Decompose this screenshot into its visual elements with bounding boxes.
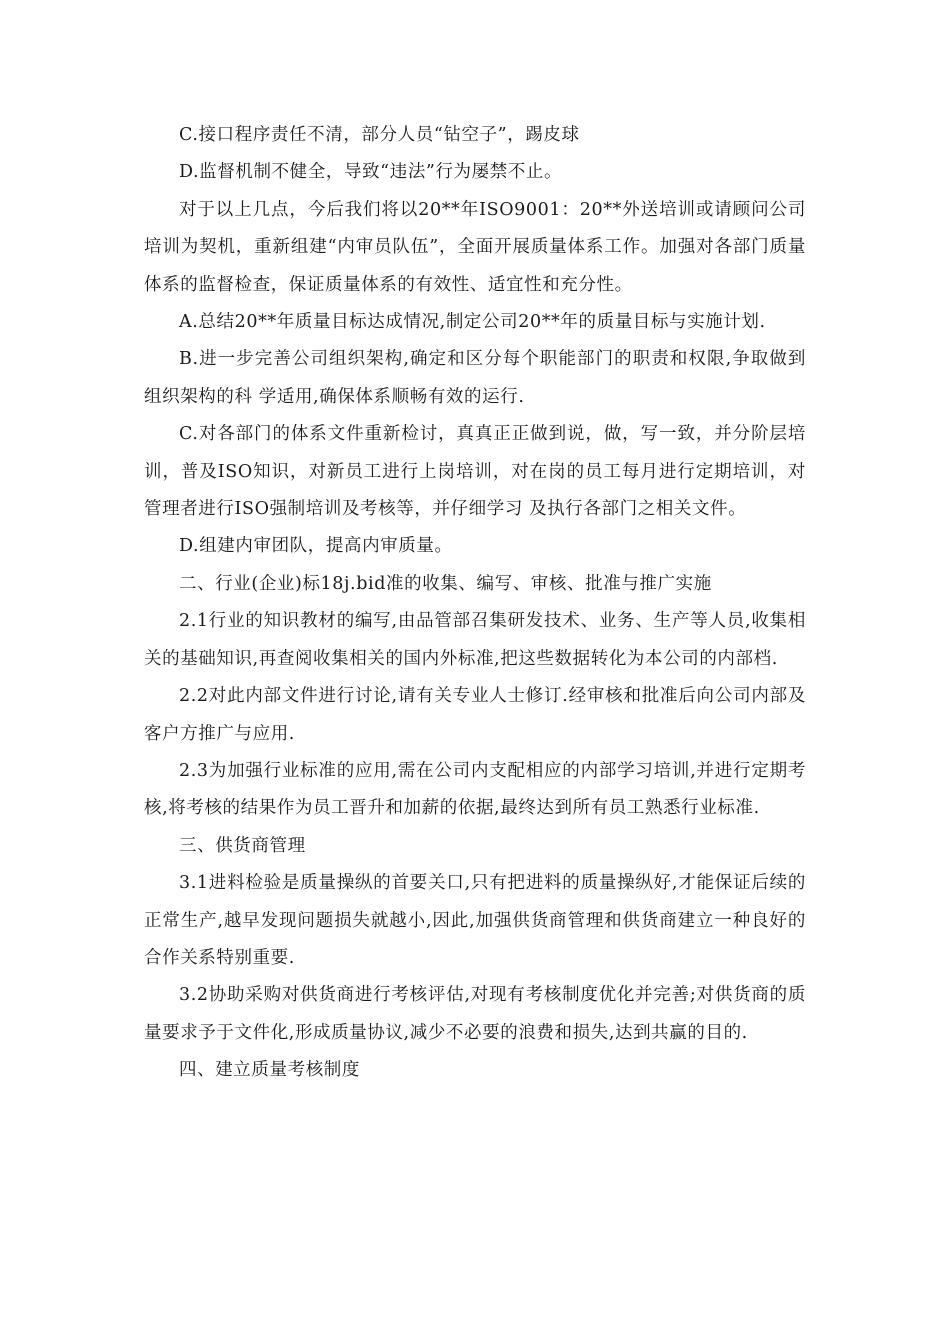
paragraph-interface-responsibility: C.接口程序责任不清，部分人员“钻空子”，踢皮球 — [179, 125, 580, 145]
section-heading-supplier-management: 三、供货商管理 — [179, 835, 306, 856]
section-heading-industry-standards: 二、行业(企业)标18j.bid准的收集、编写、审核、批准与推广实施 — [179, 573, 712, 594]
paragraph-item-d-internal-audit: D.组建内审团队，提高内审质量。 — [179, 536, 453, 557]
paragraph-item-b-organization: B.进一步完善公司组织架构,确定和区分每个职能部门的职责和权限,争取做到组织架构的科 学适用,确保体系顺畅有效的运行. — [144, 349, 806, 407]
section-heading-quality-assessment: 四、建立质量考核制度 — [179, 1060, 360, 1081]
paragraph-item-c-system-documents: C.对各部门的体系文件重新检讨，真真正正做到说，做，写一致，并分阶层培训，普及ISO知识，对新员工进行上岗培训，对在岗的员工每月进行定期培训，对管理者进行ISO强制培训及考核等，并仔细学习 及执行各部门之相关文件。 — [144, 424, 806, 520]
paragraph-supervision-mechanism: D.监督机制不健全，导致“违法”行为屡禁不止。 — [179, 162, 563, 183]
paragraph-2-3: 2.3为加强行业标准的应用,需在公司内支配相应的内部学习培训,并进行定期考核,将考核的结果作为员工晋升和加薪的依据,最终达到所有员工熟悉行业标准. — [144, 760, 806, 819]
paragraph-improvement-plan: 对于以上几点，今后我们将以20**年ISO9001：20**外送培训或请顾问公司培训为契机，重新组建“内审员队伍”，全面开展质量体系工作。加强对各部门质量体系的监督检查，保证质量体系的有效性、适宜性和充分性。 — [144, 199, 806, 295]
paragraph-3-1: 3.1进料检验是质量操纵的首要关口,只有把进料的质量操纵好,才能保证后续的正常生产,越早发现问题损失就越小,因此,加强供货商管理和供货商建立一种良好的合作关系特别重要. — [144, 873, 806, 968]
paragraph-2-2: 2.2对此内部文件进行讨论,请有关专业人士修订.经审核和批准后向公司内部及客户方推广与应用. — [144, 686, 806, 744]
paragraph-3-2: 3.2协助采购对供货商进行考核评估,对现有考核制度优化并完善;对供货商的质量要求予于文件化,形成质量协议,减少不必要的浪费和损失,达到共赢的目的. — [144, 985, 806, 1043]
paragraph-2-1: 2.1行业的知识教材的编写,由品管部召集研发技术、业务、生产等人员,收集相关的基础知识,再查阅收集相关的国内外标准,把这些数据转化为本公司的内部档. — [144, 611, 806, 669]
document-body — [144, 117, 806, 1090]
paragraph-item-a-quality-goals: A.总结20**年质量目标达成情况,制定公司20**年的质量目标与实施计划. — [179, 312, 766, 333]
